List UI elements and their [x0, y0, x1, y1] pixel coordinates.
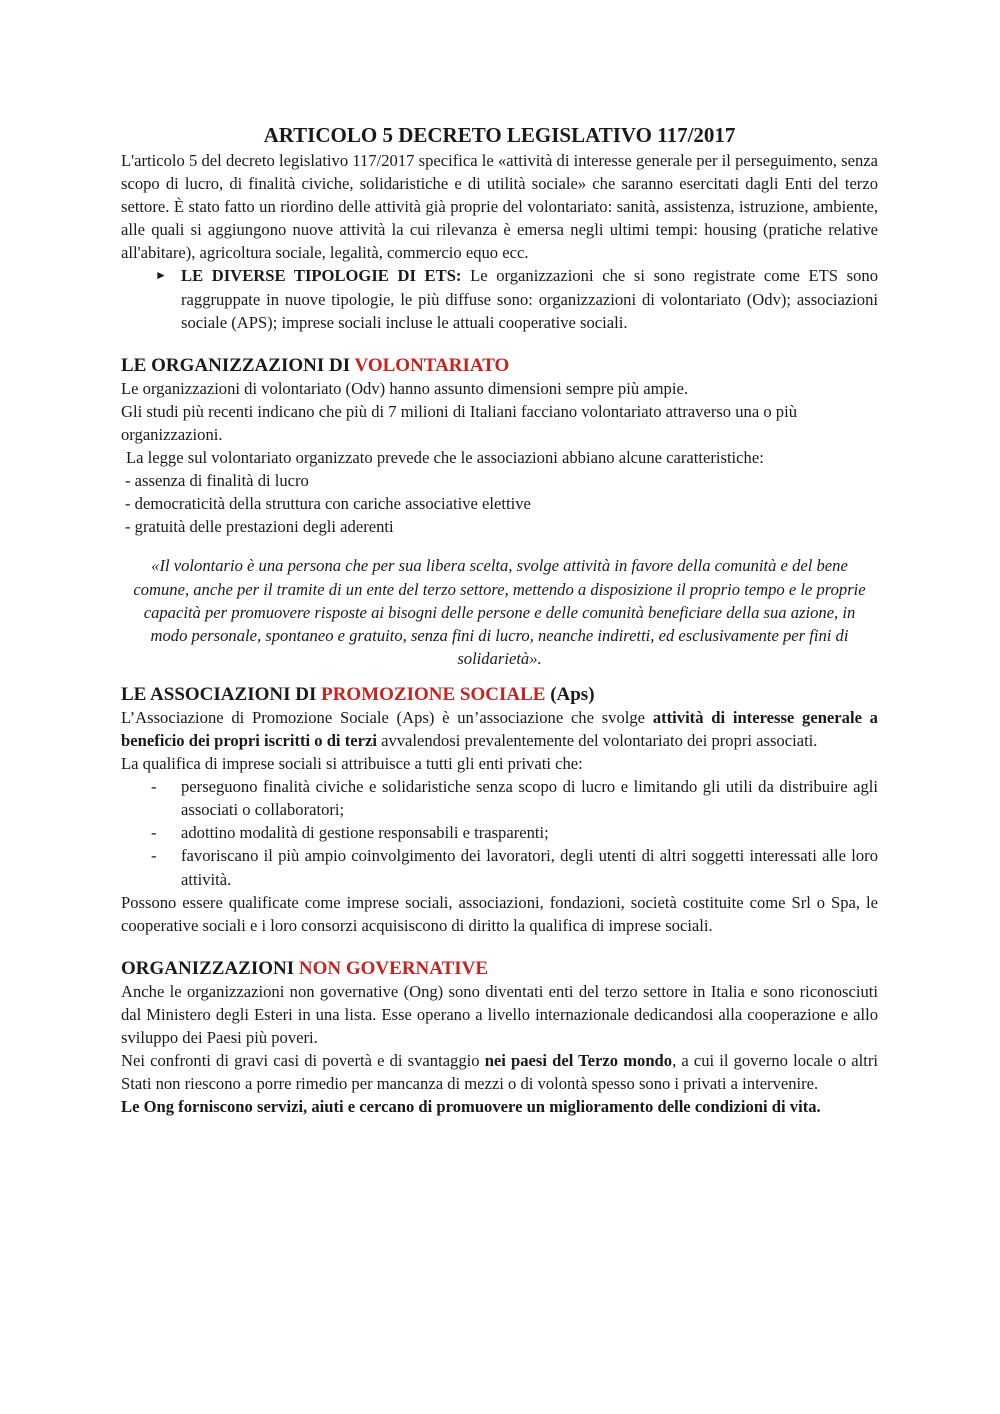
tipologie-label: LE DIVERSE TIPOLOGIE DI ETS:	[181, 266, 462, 286]
ong-heading: ORGANIZZAZIONI NON GOVERNATIVE	[121, 957, 489, 979]
dash-bullet: -	[151, 823, 157, 843]
document-title: ARTICOLO 5 DECRETO LEGISLATIVO 117/2017	[263, 123, 736, 147]
volontario-quote: «Il volontario è una persona che per sua libera scelta, svolge attività in favore della comunità e del bene comune, anche per il tramite di un ente del terzo settore, mettendo a disposizione il proprio tempo e le proprie capacità per promuovere risposte ai bisogni delle persone e delle comunità beneficiare della sua azione, in modo personale, spontaneo e gratuito, senza fini di lucro, neanche indiretti, ed esclusivamente per fini di solidarietà».	[133, 556, 866, 668]
dash-bullet: -	[151, 846, 157, 866]
list-item: - assenza di finalità di lucro	[125, 471, 309, 491]
tipologie-bullet-item	[121, 264, 878, 333]
aps-paragraph-3: Possono essere qualificate come imprese sociali, associazioni, fondazioni, società costituite come Srl o Spa, le cooperative sociali e i loro consorzi acquisiscono di diritto la qualifica di imprese sociali.	[121, 892, 878, 935]
ong-paragraph-2: Nei confronti di gravi casi di povertà e di svantaggio nei paesi del Terzo mondo, a cui il governo locale o altri Stati non riescono a porre rimedio per mancanza di mezzi o di volontà spesso sono i privati a intervenire.	[121, 1051, 878, 1094]
list-item: - favoriscano il più ampio coinvolgimento dei lavoratori, degli utenti di altri soggetti interessati alle loro attività.	[151, 846, 878, 889]
aps-paragraph-1: L’Associazione di Promozione Sociale (Aps) è un’associazione che svolge attività di interesse generale a beneficio dei propri iscritti o di terzi avvalendosi prevalentemente del volontariato dei propri associati.	[121, 707, 878, 750]
volontariato-paragraph-2: Gli studi più recenti indicano che più di 7 milioni di Italiani facciano volontariato attraverso una o più organizzazioni.	[121, 401, 798, 444]
ong-paragraph-1: Anche le organizzazioni non governative (Ong) sono diventati enti del terzo settore in Italia e sono riconosciuti dal Ministero degli Esteri in una lista. Esse operano a livello internazionale dedicandosi alla cooperazione e allo sviluppo dei Paesi più poveri.	[121, 981, 878, 1047]
list-item: - perseguono finalità civiche e solidaristiche senza scopo di lucro e limitando gli utili da distribuire agli associati o collaboratori;	[151, 777, 878, 820]
tipologie-text: Le organizzazioni che si sono registrate come ETS sono raggruppate in nuove tipologie, le più diffuse sono: organizzazioni di volontariato (Odv); associazioni sociale (APS); imprese sociali incluse le attuali cooperative sociali.	[181, 266, 878, 332]
ong-paragraph-3: Le Ong forniscono servizi, aiuti e cercano di promuovere un miglioramento delle condizioni di vita.	[121, 1097, 821, 1117]
aps-heading-highlight: PROMOZIONE SOCIALE	[321, 683, 546, 705]
triangle-bullet-icon: ►	[155, 268, 167, 283]
aps-heading: LE ASSOCIAZIONI DI PROMOZIONE SOCIALE (Aps)	[121, 683, 595, 705]
list-item: - democraticità della struttura con cariche associative elettive	[125, 494, 531, 514]
volontariato-heading: LE ORGANIZZAZIONI DI VOLONTARIATO	[121, 354, 510, 376]
volontariato-paragraph-1: Le organizzazioni di volontariato (Odv) hanno assunto dimensioni sempre più ampie.	[121, 378, 688, 398]
aps-paragraph-2: La qualifica di imprese sociali si attribuisce a tutti gli enti privati che:	[121, 754, 583, 774]
list-item: - gratuità delle prestazioni degli aderenti	[125, 517, 394, 537]
list-item: - adottino modalità di gestione responsabili e trasparenti;	[121, 821, 878, 844]
dash-bullet: -	[151, 777, 157, 797]
intro-paragraph: L'articolo 5 del decreto legislativo 117/2017 specifica le «attività di interesse generale per il perseguimento, senza scopo di lucro, di finalità civiche, solidaristiche e di utilità sociale» che saranno esercitati dagli Enti del terzo settore. È stato fatto un riordino delle attività già proprie del volontariato: sanità, assistenza, istruzione, ambiente, alle quali si aggiungono nuove attività la cui rilevanza è emersa negli ultimi tempi: housing (pratiche relative all'abitare), agricoltura sociale, legalità, commercio equo ecc.	[121, 151, 878, 263]
volontariato-paragraph-3: La legge sul volontariato organizzato prevede che le associazioni abbiano alcune caratteristiche:	[126, 448, 764, 468]
volontariato-heading-highlight: VOLONTARIATO	[354, 354, 510, 376]
ong-heading-highlight: NON GOVERNATIVE	[298, 957, 489, 979]
